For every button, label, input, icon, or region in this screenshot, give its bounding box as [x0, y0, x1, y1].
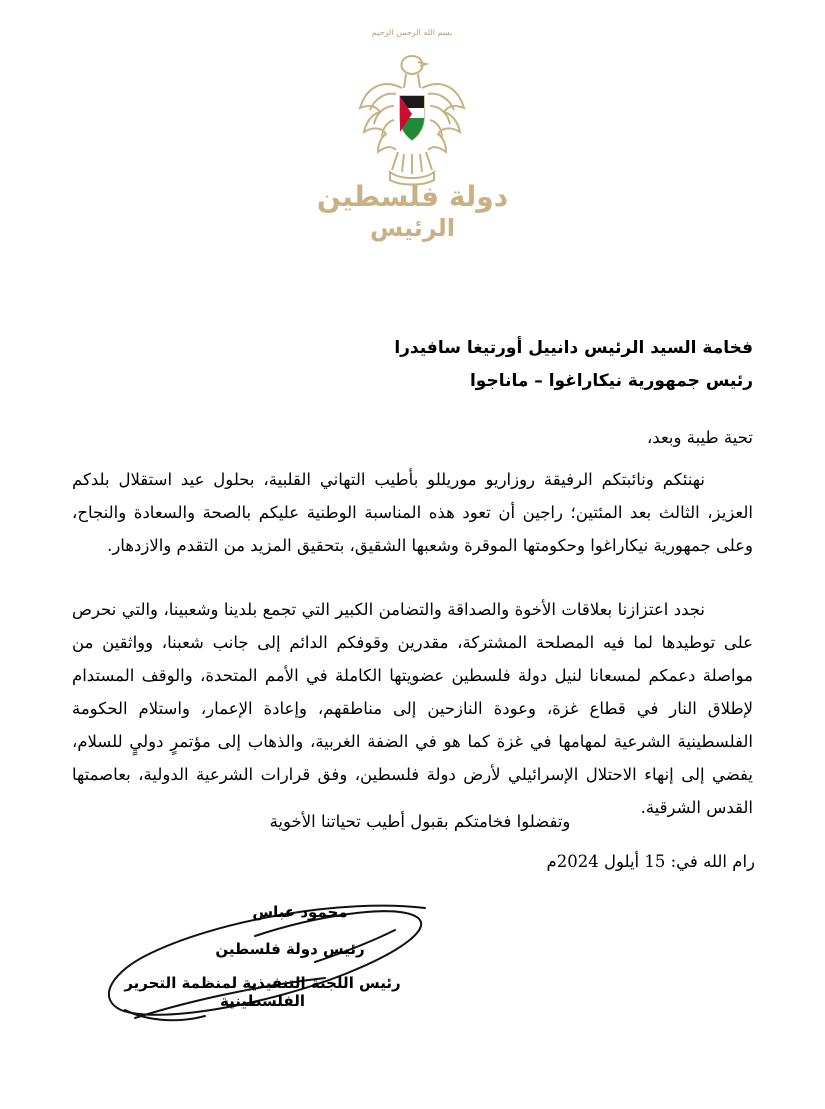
eagle-emblem-icon [352, 48, 472, 188]
paragraph-relations: نجدد اعتزازنا بعلاقات الأخوة والصداقة والتضامن الكبير التي تجمع بلدينا وشعبينا، والتي نحرص على توطيدها لما فيه المصلحة المشتركة، مقدرين وقوفكم الدائم إلى جانب شعبنا، وواثقين من مواصلة دعمكم لمسعانا لنيل دولة فلسطين عضويتها الكاملة في الأمم المتحدة، والوقف المستدام لإطلاق النار في قطاع غزة، وعودة النازحين إلى مناطقهم، وإعادة الإعمار، واستلام الحكومة الفلسطينية الشرعية لمهامها في غزة كما هو في الضفة الغربية، والذهاب إلى مؤتمرٍ دوليٍ للسلام، يفضي إلى إنهاء الاحتلال الإسرائيلي لأرض دولة فلسطين، وفق قرارات الشرعية الدولية، بعاصمتها القدس الشرقية. [72, 600, 753, 817]
bismillah-header: بسم الله الرحمن الرحيم [371, 28, 453, 37]
signatory-title-plo: رئيس اللجنة التنفيذية لمنظمة التحرير الفلسطينية [124, 974, 401, 1010]
recipient-title: رئيس جمهورية نيكاراغوا – ماناجوا [469, 371, 753, 391]
letterhead-president-title: الرئيس [370, 214, 455, 242]
paragraph-congratulations: نهنئكم ونائبتكم الرفيقة روزاريو موريللو بأطيب التهاني القلبية، بحلول عيد استقلال بلدكم العزيز، الثالث بعد المئتين؛ راجين أن تعود هذه المناسبة الوطنية عليكم بالصحة والسعادة والنجاح، وعلى جمهورية نيكاراغوا وحكومتها الموقرة وشعبها الشقيق، بتحقيق المزيد من التقدم والازدهار. [72, 470, 753, 555]
letter-date: رام الله في: 15 أيلول 2024م [546, 852, 755, 871]
signatory-name: محمود عباس [252, 903, 348, 921]
closing-line: وتفضلوا فخامتكم بقبول أطيب تحياتنا الأخوية [269, 812, 571, 831]
letterhead-state-name: دولة فلسطين [316, 180, 509, 213]
greeting: تحية طيبة وبعد، [646, 428, 753, 447]
signatory-title-president: رئيس دولة فلسطين [215, 940, 365, 958]
recipient-name: فخامة السيد الرئيس دانييل أورتيغا سافيدرا [394, 338, 753, 358]
